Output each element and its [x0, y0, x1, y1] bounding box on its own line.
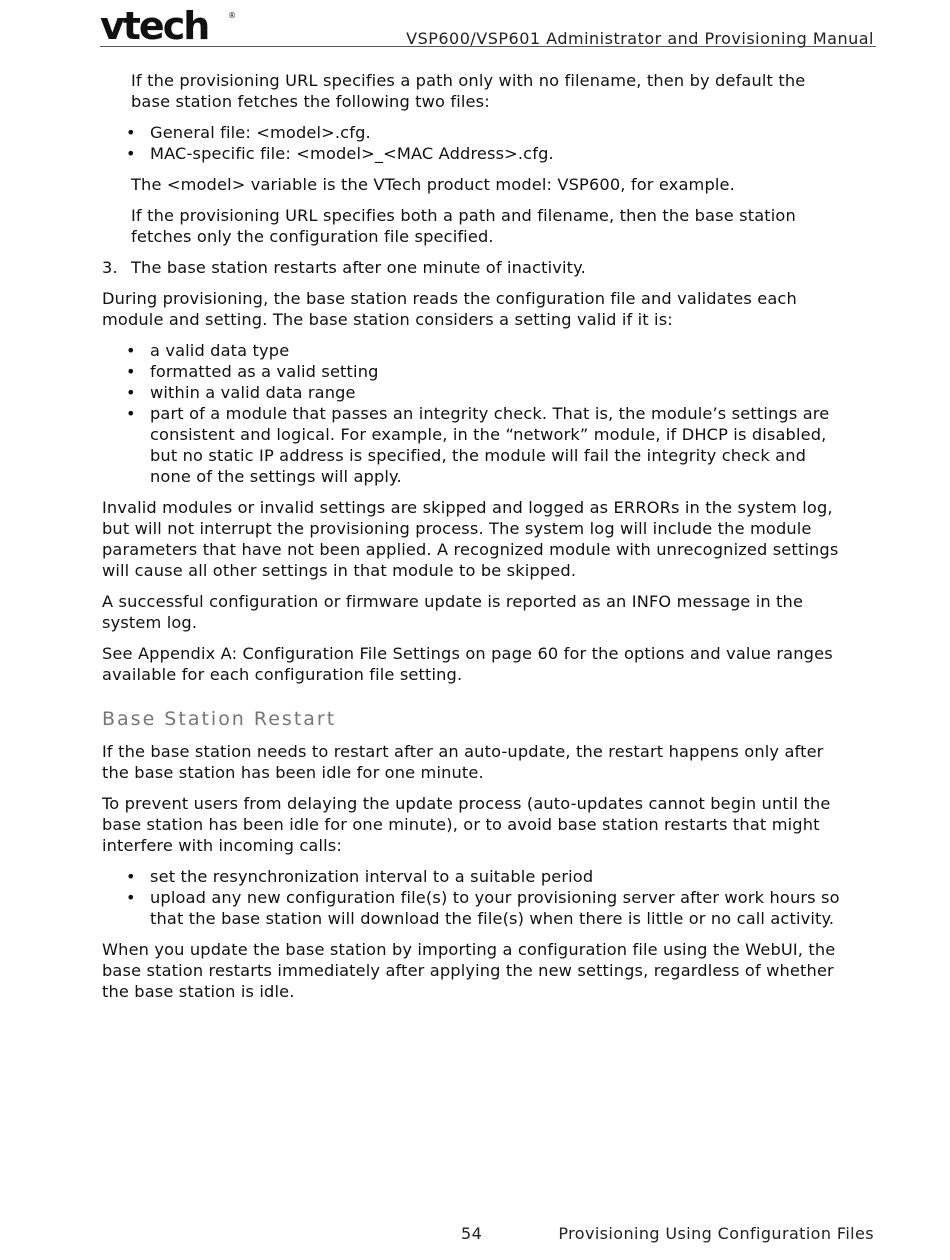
- numbered-step: [102, 257, 847, 278]
- file-list: [102, 122, 847, 164]
- list-item: • MAC-specific file: <model>_<MAC Address>.cfg.: [150, 143, 847, 164]
- paragraph: When you update the base station by importing a configuration file using the WebUI, the base station restarts immediately after applying the new settings, regardless of whether the base station is idle.: [102, 940, 836, 1001]
- validity-list: [102, 340, 847, 487]
- list-item: • within a valid data range: [150, 382, 847, 403]
- manual-title: VSP600/VSP601 Administrator and Provisioning Manual: [406, 29, 874, 48]
- paragraph: During provisioning, the base station reads the configuration file and validates each module and setting. The base station considers a setting valid if it is:: [102, 289, 797, 329]
- footer-section-title: Provisioning Using Configuration Files: [558, 1224, 874, 1243]
- paragraph: The <model> variable is the VTech product model: VSP600, for example.: [131, 175, 735, 194]
- paragraph: Invalid modules or invalid settings are skipped and logged as ERRORs in the system log, but will not interrupt the provisioning process. The system log will include the module parameters that have not been applied. A recognized module with unrecognized settings will cause all other settings in that module to be skipped.: [102, 498, 839, 580]
- paragraph: A successful configuration or firmware update is reported as an INFO message in the system log.: [102, 592, 804, 632]
- list-item: • a valid data type: [150, 340, 847, 361]
- page-number: 54: [461, 1224, 483, 1243]
- svg-text:®: ®: [228, 11, 236, 20]
- list-item: • General file: <model>.cfg.: [150, 122, 847, 143]
- list-item: • formatted as a valid setting: [150, 361, 847, 382]
- step-number: 3.: [102, 258, 118, 277]
- restart-list: [102, 866, 847, 929]
- paragraph: To prevent users from delaying the update process (auto-updates cannot begin until the base station has been idle for one minute), or to avoid base station restarts that might interfere with incoming calls:: [102, 794, 831, 855]
- list-item: • part of a module that passes an integrity check. That is, the module’s settings are consistent and logical. For example, in the “network” module, if DHCP is disabled, but no static IP address is specified, the module will fail the integrity check and none of the settings will apply.: [150, 403, 847, 487]
- paragraph: If the provisioning URL specifies both a path and filename, then the base station fetches only the configuration file specified.: [131, 206, 796, 246]
- page-body: [102, 70, 847, 1012]
- paragraph: If the provisioning URL specifies a path only with no filename, then by default the base station fetches the following two files:: [131, 71, 806, 111]
- step-text: The base station restarts after one minute of inactivity.: [131, 258, 586, 277]
- list-item: • set the resynchronization interval to a suitable period: [150, 866, 847, 887]
- section-heading: Base Station Restart: [102, 708, 337, 730]
- vtech-logo: [100, 6, 240, 46]
- list-item: • upload any new configuration file(s) to your provisioning server after work hours so that the base station will download the file(s) when there is little or no call activity.: [150, 887, 847, 929]
- svg-text:vtech: vtech: [100, 6, 209, 46]
- paragraph: If the base station needs to restart after an auto-update, the restart happens only after the base station has been idle for one minute.: [102, 742, 824, 782]
- paragraph: See Appendix A: Configuration File Settings on page 60 for the options and value ranges available for each configuration file setting.: [102, 644, 833, 684]
- page-header: [100, 6, 876, 47]
